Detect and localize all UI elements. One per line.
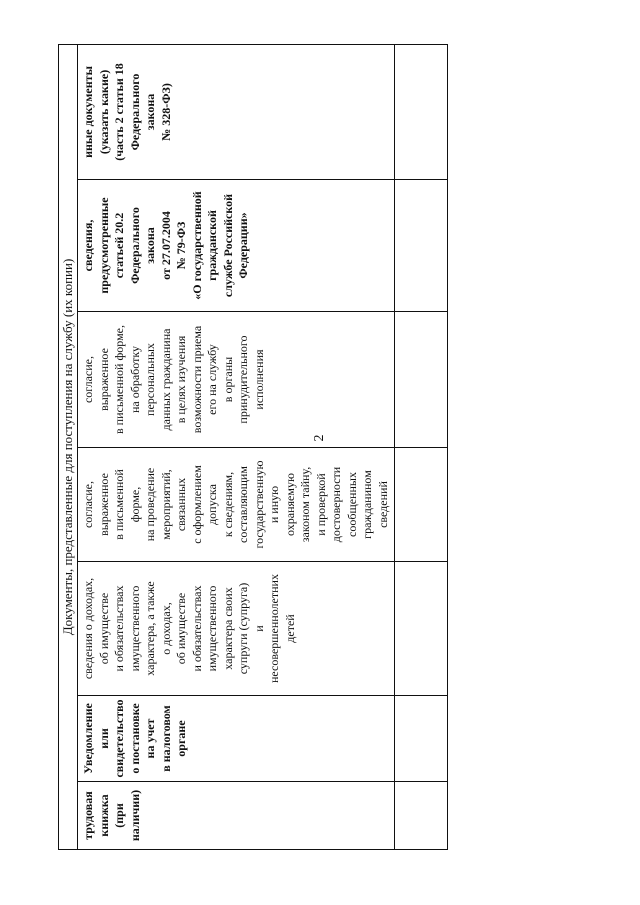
blank-cell (395, 562, 448, 696)
documents-table (58, 44, 448, 850)
blank-cell (395, 312, 448, 448)
blank-cell (395, 782, 448, 850)
cell-text: согласие, выраженное в письменной форме, на проведение мероприятий, связанных с оформлением допуска к сведениям, составляющим государственную и иную охраняемую законом тайну, и проверкой достоверности сообщенных гражданином сведений (81, 460, 390, 549)
column-svedeniya-stat-20-2 (78, 180, 395, 312)
cell-text: иные документы (указать какие) (часть 2 статьи 18 Федерального закона № 328-ФЗ) (81, 63, 173, 161)
cell-text: трудовая книжка (при наличии) (81, 789, 142, 842)
column-inye-dokumenty (78, 44, 395, 179)
column-svedeniya-o-dohodah (78, 562, 395, 696)
page-number: 2 (312, 434, 327, 442)
column-uvedomlenie (78, 696, 395, 782)
column-trudovaya-knizhka (78, 782, 395, 850)
cell-text: Уведомление или свидетельство о постановке на учет в налоговом органе (81, 699, 188, 778)
column-soglasie-gostaina (78, 448, 395, 562)
blank-cell (395, 180, 448, 312)
cell-text: согласие, выраженное в письменной форме, на обработку персональных данных гражданина в целях изучения возможности приема его на службу в органы принудительного исполнения (81, 325, 266, 435)
rotated-table-wrapper (58, 45, 418, 850)
blank-cell (395, 44, 448, 179)
cell-text: сведения, предусмотренные статьей 20.2 Федерального закона от 27.07.2004 № 79-ФЗ «О государственной гражданской службе Российской Федерации» (81, 191, 250, 300)
blank-cell (395, 696, 448, 782)
cell-text: сведения о доходах, об имуществе и обязательствах имущественного характера, а также о доходах, об имуществе и обязательствах имущественного характера своих супруги (супруга) и несовершеннолетних детей (81, 574, 297, 683)
blank-cell (395, 448, 448, 562)
column-soglasie-persdannye (78, 312, 395, 448)
table-header: Документы, представленные для поступления на службу (их копии) (59, 44, 78, 849)
